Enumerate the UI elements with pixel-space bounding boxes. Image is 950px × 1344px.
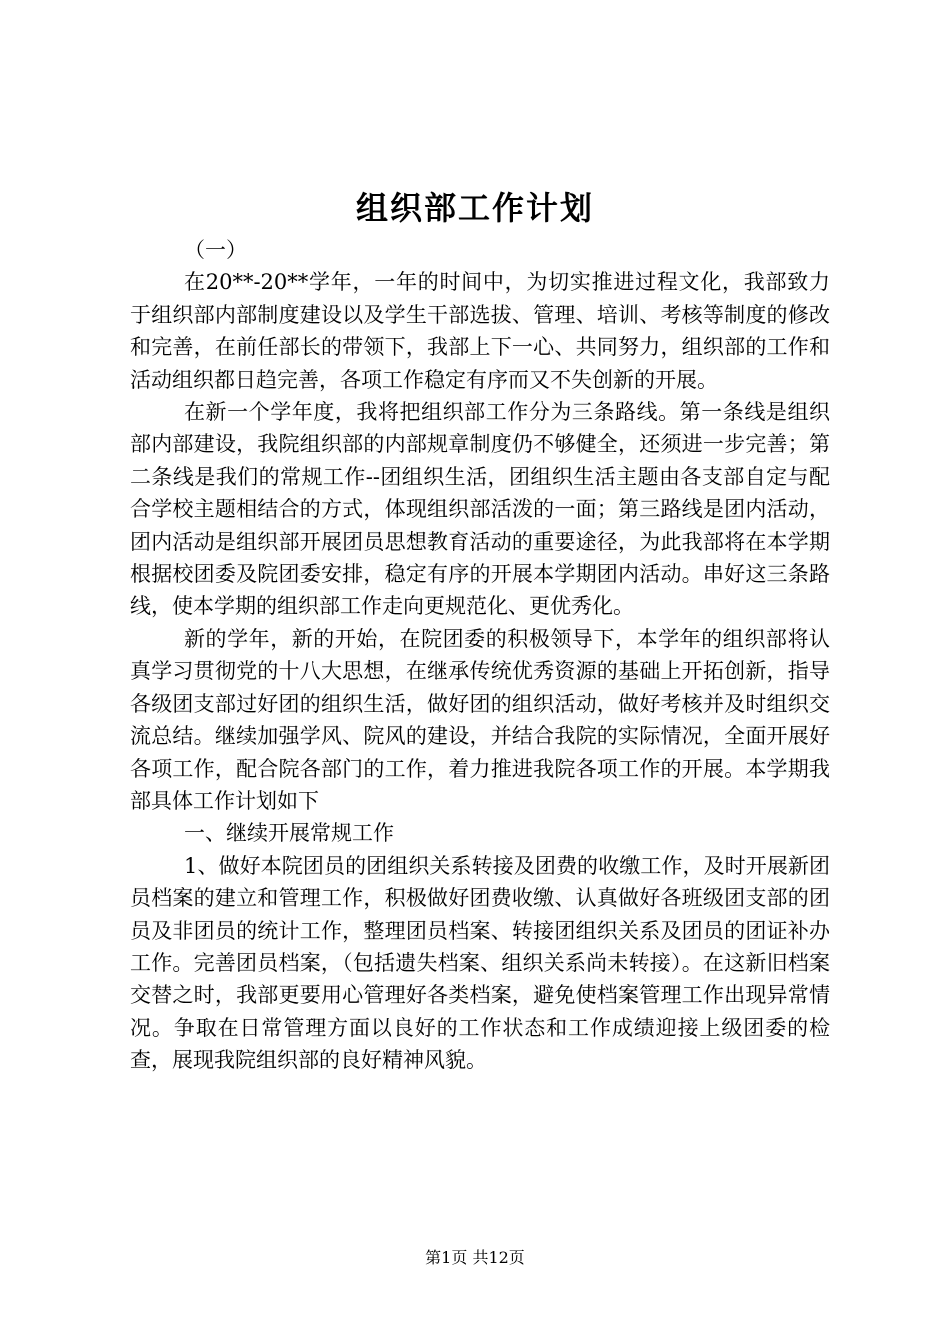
document-body <box>130 234 830 1077</box>
paragraph-new-year: 新的学年，新的开始，在院团委的积极领导下，本学年的组织部将认真学习贯彻党的十八大思想，在继承传统优秀资源的基础上开拓创新，指导各级团支部过好团的组织生活，做好团的组织活动，做好考核并及时组织交流总结。继续加强学风、院风的建设，并结合我院的实际情况，全面开展好各项工作，配合院各部门的工作，着力推进我院各项工作的开展。本学期我部具体工作计划如下 <box>130 626 830 813</box>
paragraph-item-1: 1、做好本院团员的团组织关系转接及团费的收缴工作，及时开展新团员档案的建立和管理工作，积极做好团费收缴、认真做好各班级团支部的团员及非团员的统计工作，整理团员档案、转接团组织关系及团员的团证补办工作。完善团员档案，（包括遗失档案、组织关系尚未转接）。在这新旧档案交替之时，我部更要用心管理好各类档案，避免使档案管理工作出现异常情况。争取在日常管理方面以良好的工作状态和工作成绩迎接上级团委的检查，展现我院组织部的良好精神风貌。 <box>130 853 830 1073</box>
section-heading-routine-work: 一、继续开展常规工作 <box>184 821 394 846</box>
paragraph-intro: 在20**-20**学年，一年的时间中，为切实推进过程文化，我部致力于组织部内部制度建设以及学生干部选拔、管理、培训、考核等制度的修改和完善，在前任部长的带领下，我部上下一心、共同努力，组织部的工作和活动组织都日趋完善，各项工作稳定有序而又不失创新的开展。 <box>130 270 830 392</box>
paragraph-three-lines: 在新一个学年度，我将把组织部工作分为三条路线。第一条线是组织部内部建设，我院组织部的内部规章制度仍不够健全，还须进一步完善；第二条线是我们的常规工作--团组织生活，团组织生活主题由各支部自定与配合学校主题相结合的方式，体现组织部活泼的一面；第三路线是团内活动，团内活动是组织部开展团员思想教育活动的重要途径，为此我部将在本学期根据校团委及院团委安排，稳定有序的开展本学期团内活动。串好这三条路线，使本学期的组织部工作走向更规范化、更优秀化。 <box>130 400 830 619</box>
page-footer: 第1页 共12页 <box>425 1248 525 1267</box>
document-title: 组织部工作计划 <box>355 189 594 227</box>
section-marker: （一） <box>184 238 247 262</box>
